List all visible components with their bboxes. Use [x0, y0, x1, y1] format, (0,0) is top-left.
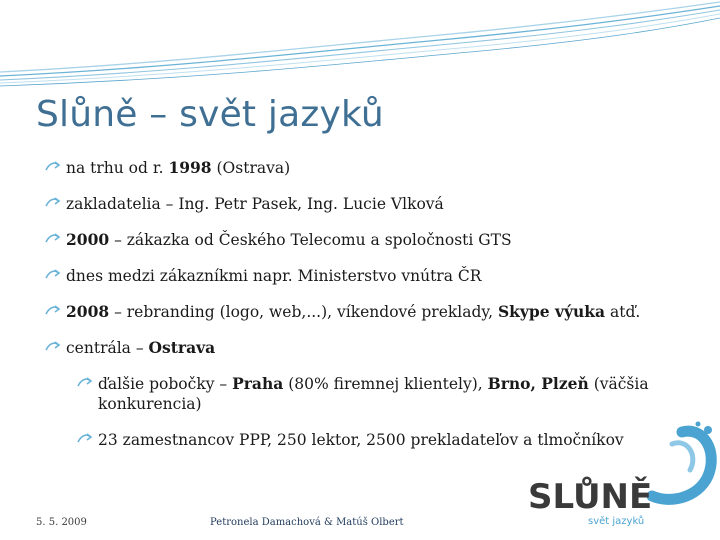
- arrow-bullet-icon: [44, 303, 62, 319]
- bullet-item: [44, 158, 704, 178]
- bullet-emphasis: Skype výuka: [497, 302, 606, 321]
- bullet-text: ďalšie pobočky –: [98, 375, 233, 393]
- bullet-item: [44, 302, 704, 322]
- bullet-emphasis: Ostrava: [148, 338, 216, 357]
- bullet-emphasis: 2008: [66, 302, 110, 321]
- bullet-emphasis: Praha: [232, 374, 284, 393]
- bullet-item: [44, 230, 704, 250]
- bullet-text: na trhu od r.: [66, 159, 169, 177]
- bullet-text: atď.: [605, 303, 641, 321]
- arrow-bullet-icon: [44, 159, 62, 175]
- bullet-emphasis: Brno, Plzeň: [487, 374, 589, 393]
- bullet-item: [44, 194, 704, 214]
- bullet-emphasis: 2000: [66, 230, 110, 249]
- bullet-text: – rebranding (logo, web,...), víkendové preklady,: [109, 303, 498, 321]
- bullet-text: 23 zamestnancov PPP, 250 lektor, 2500 prekladateľov a tlmočníkov: [98, 431, 624, 449]
- slune-logo: [512, 418, 720, 536]
- bullet-text: (Ostrava): [211, 159, 291, 177]
- bullet-emphasis: 1998: [168, 158, 212, 177]
- bullet-text: – zákazka od Českého Telecomu a spoločnosti GTS: [109, 231, 512, 249]
- bullet-item: [44, 338, 704, 358]
- logo-name: SLŮNĚ: [528, 477, 653, 517]
- arrow-bullet-icon: [44, 267, 62, 283]
- arrow-bullet-icon: [76, 375, 94, 391]
- bullet-text: dnes medzi zákazníkmi napr. Ministerstvo vnútra ČR: [66, 267, 482, 285]
- arrow-bullet-icon: [44, 231, 62, 247]
- bullet-text: (väčšia konkurencia): [98, 375, 649, 413]
- arrow-bullet-icon: [44, 339, 62, 355]
- bullet-item: [44, 266, 704, 286]
- arrow-bullet-icon: [44, 195, 62, 211]
- footer-authors: Petronela Damachová & Matúš Olbert: [210, 517, 404, 528]
- bullet-text: centrála –: [66, 339, 149, 357]
- slide-title: Slůně – svět jazyků: [36, 94, 384, 135]
- bullet-text: (80% firemnej klientely),: [283, 375, 488, 393]
- header-wave-decoration: [0, 0, 720, 90]
- bullet-text: zakladatelia – Ing. Petr Pasek, Ing. Lucie Vlková: [66, 195, 444, 213]
- sub-bullet-item: [76, 374, 694, 414]
- arrow-bullet-icon: [76, 431, 94, 447]
- logo-tagline: svět jazyků: [588, 516, 645, 527]
- footer-date: 5. 5. 2009: [36, 517, 87, 528]
